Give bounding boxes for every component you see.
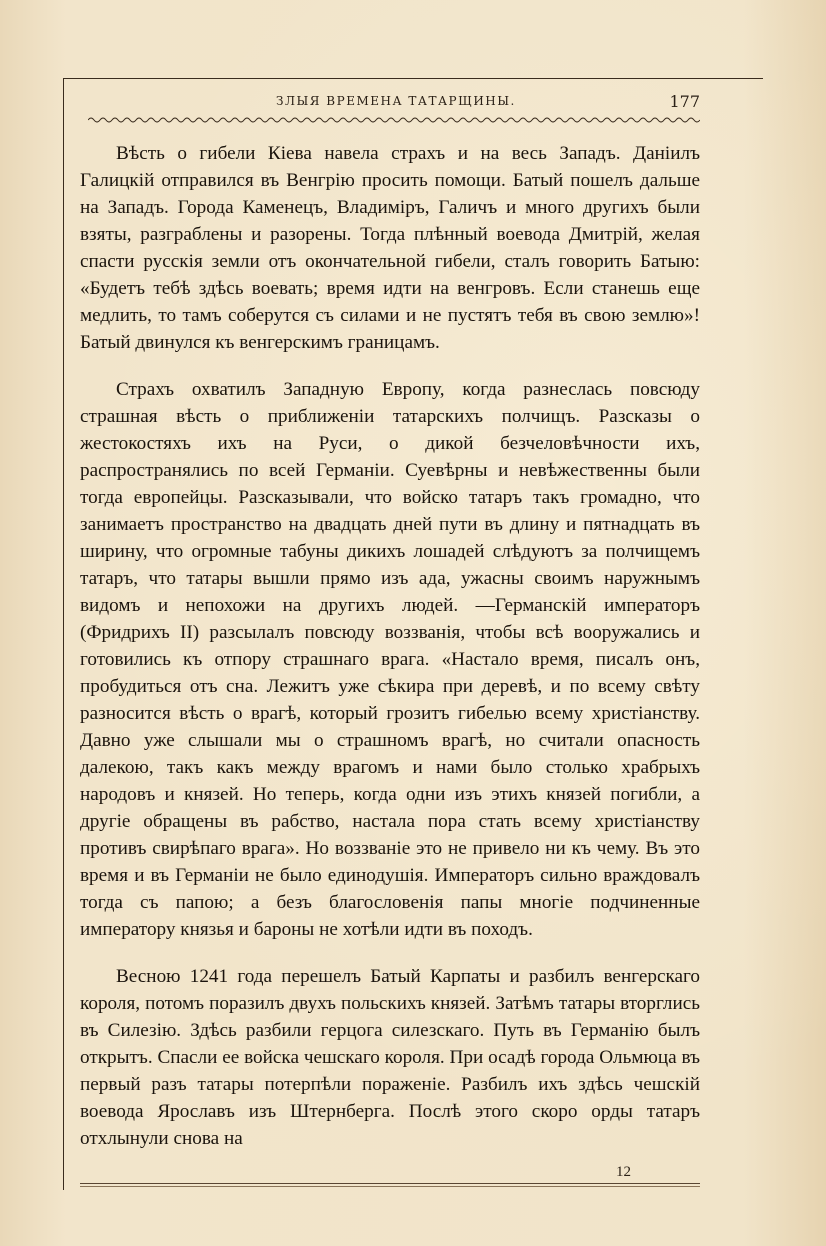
paragraph-1: Вѣсть о гибели Кіева навела страхъ и на весь Западъ. Даніилъ Галицкій отправился въ Венгрію просить помощи. Батый пошелъ дальше на Западъ. Города Каменецъ, Владиміръ, Галичъ и много другихъ были взяты, разграблены и разорены. Тогда плѣнный воевода Дмитрій, желая спасти русскія земли отъ окончательной гибели, сталъ говорить Батыю: «Будетъ тебѣ здѣсь воевать; время идти на венгровъ. Если станешь еще медлить, то тамъ соберутся съ силами и не пустятъ тебя въ свою землю»! Батый двинулся къ венгерскимъ границамъ. bbox=[80, 143, 700, 353]
page-header bbox=[88, 92, 700, 116]
body-text bbox=[80, 140, 700, 1172]
running-title: ЗЛЫЯ ВРЕМЕНА ТАТАРЩИНЫ. bbox=[276, 94, 516, 108]
bottom-rule-secondary bbox=[80, 1186, 700, 1187]
page-number: 177 bbox=[669, 92, 700, 111]
paragraph-2: Страхъ охватилъ Западную Европу, когда разнеслась повсюду страшная вѣсть о приближеніи татарскихъ полчищъ. Разсказы о жестокостяхъ ихъ на Руси, о дикой безчеловѣчности ихъ, распространялись по всей Германіи. Суевѣрны и невѣжественны были тогда европейцы. Разсказывали, что войско татаръ такъ громадно, что занимаетъ пространство на двадцать дней пути въ длину и пятнадцать въ ширину, что огромные табуны дикихъ лошадей слѣдуютъ за полчищемъ татаръ, что татары вышли прямо изъ ада, ужасны своимъ наружнымъ видомъ и непохожи на другихъ людей. —Германскій императоръ (Фридрихъ II) разсылалъ повсюду воззванія, чтобы всѣ вооружались и готовились къ отпору страшнаго врага. «Настало время, писалъ онъ, пробудиться отъ сна. Лежитъ уже сѣкира при деревѣ, и по всему свѣту разносится вѣсть о врагѣ, который грозитъ гибелью всему христіанству. Давно уже слышали мы о страшномъ врагѣ, но считали опасность далекою, такъ какъ между врагомъ и нами было столько храбрыхъ народовъ и князей. Но теперь, когда одни изъ этихъ князей погибли, а другіе обращены въ рабство, настала пора стать всему христіанству противъ свирѣпаго врага». Но воззваніе это не привело ни къ чему. Въ это время и въ Германіи не было единодушія. Императоръ сильно враждовалъ тогда съ папою; а безъ благословенія папы многіе подчиненные императору князья и бароны не хотѣли идти въ походъ. bbox=[80, 379, 700, 940]
decorative-wavy-rule bbox=[88, 116, 700, 124]
page-frame-left-border bbox=[63, 78, 64, 1190]
signature-mark: 12 bbox=[616, 1164, 631, 1180]
page-frame-top-border bbox=[63, 78, 763, 79]
paragraph-3: Весною 1241 года перешелъ Батый Карпаты и разбилъ венгерскаго короля, потомъ поразилъ двухъ польскихъ князей. Затѣмъ татары вторглись въ Силезію. Здѣсь разбили герцога силезскаго. Путь въ Германію былъ открытъ. Спасли ее войска чешскаго короля. При осадѣ города Ольмюца въ первый разъ татары потерпѣли пораженіе. Разбилъ ихъ здѣсь чешскій воевода Ярославъ изъ Штернберга. Послѣ этого скоро орды татаръ отхлынули снова на bbox=[80, 966, 700, 1149]
bottom-rule bbox=[80, 1183, 700, 1184]
